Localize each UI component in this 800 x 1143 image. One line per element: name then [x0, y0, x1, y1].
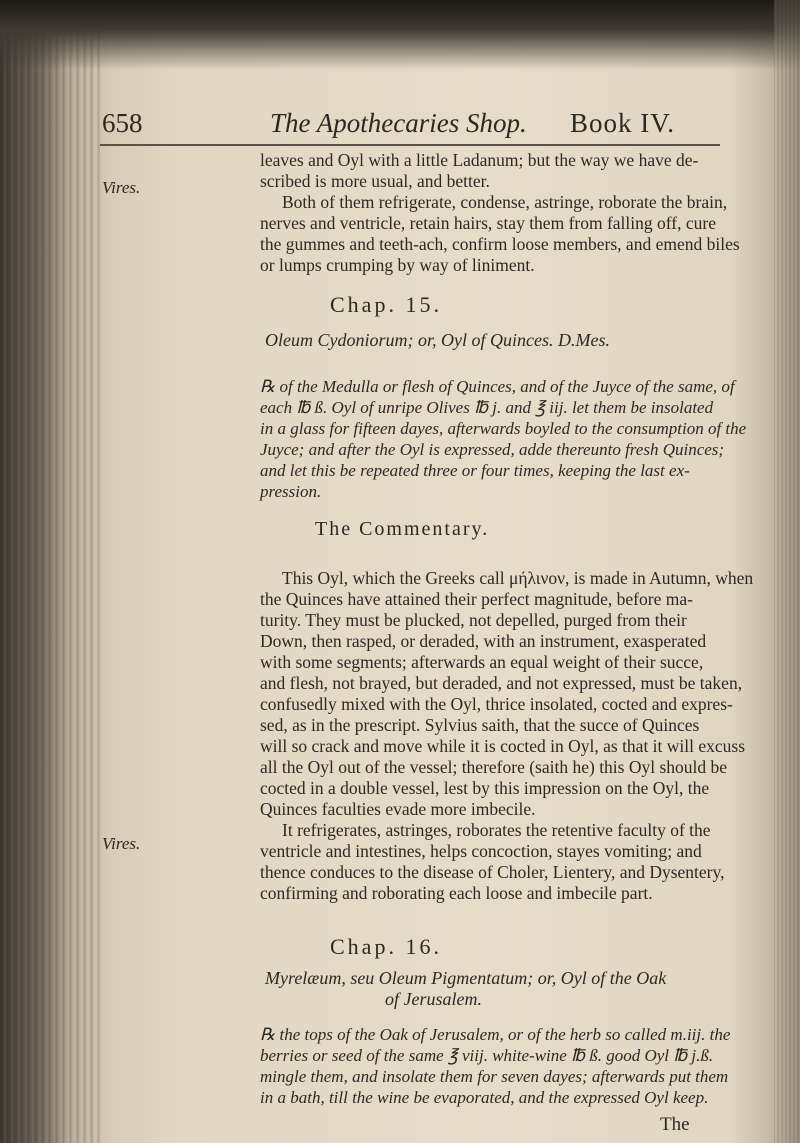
text-line: the gummes and teeth-ach, confirm loose members, and emend biles — [260, 234, 740, 254]
recipe-line: in a glass for fifteen dayes, afterwards boyled to the consumption of the — [260, 419, 747, 438]
subheading-line: of Jerusalem. — [385, 989, 482, 1009]
recipe-line: in a bath, till the wine be evaporated, and the expressed Oyl keep. — [260, 1088, 709, 1107]
text-line: or lumps crumping by way of liniment. — [260, 255, 535, 275]
recipe-line: ℞ the tops of the Oak of Jerusalem, or of the herb so called m.iij. the — [260, 1025, 731, 1044]
text-line: It refrigerates, astringes, roborates the retentive faculty of the — [282, 820, 711, 840]
margin-note-vires: Vires. — [102, 834, 141, 853]
book-number: Book IV. — [570, 108, 676, 138]
page-header — [100, 108, 780, 144]
chapter-16-heading: Chap. 16. — [330, 934, 442, 959]
header-rule — [100, 144, 720, 146]
recipe-line: pression. — [260, 482, 322, 501]
text-line: Down, then rasped, or deraded, with an instrument, exasperated — [260, 631, 707, 651]
text-line: and flesh, not brayed, but deraded, and not expressed, must be taken, — [260, 673, 743, 693]
text-line: nerves and ventricle, retain hairs, stay them from falling off, cure — [260, 213, 716, 233]
text-line: scribed is more usual, and better. — [260, 171, 490, 191]
book-binding-shadow — [0, 0, 100, 1143]
recipe-line: mingle them, and insolate them for seven dayes; afterwards put them — [260, 1067, 729, 1086]
text-line: Both of them refrigerate, condense, astringe, roborate the brain, — [282, 192, 728, 212]
text-line: turity. They must be plucked, not depelled, purged from their — [260, 610, 687, 630]
intro-text — [260, 150, 700, 192]
text-line: confirming and roborating each loose and imbecile part. — [260, 883, 653, 903]
text-line: leaves and Oyl with a little Ladanum; but the way we have de- — [260, 150, 699, 170]
commentary-heading: The Commentary. — [315, 518, 490, 540]
page-number: 658 — [102, 108, 143, 138]
recipe-line: berries or seed of the same ℥ viij. white-wine ℔ ß. good Oyl ℔ j.ß. — [260, 1046, 714, 1065]
text-line: This Oyl, which the Greeks call μήλινον, is made in Autumn, when — [282, 568, 754, 588]
text-line: sed, as in the prescript. Sylvius saith, that the succe of Quinces — [260, 715, 700, 735]
text-line: cocted in a double vessel, lest by this impression on the Oyl, the — [260, 778, 710, 798]
text-line: Quinces faculties evade more imbecile. — [260, 799, 536, 819]
text-line: will so crack and move while it is cocted in Oyl, as that it will excuss — [260, 736, 746, 756]
text-line: thence conduces to the disease of Choler, Lientery, and Dysentery, — [260, 862, 725, 882]
running-title: The Apothecaries Shop. — [270, 108, 527, 138]
vires-paragraph — [260, 192, 740, 276]
chapter-15-recipe — [260, 376, 747, 502]
commentary-paragraph-1 — [260, 568, 754, 820]
subheading-line: Myrelæum, seu Oleum Pigmentatum; or, Oyl of the Oak — [265, 968, 667, 988]
recipe-line: ℞ of the Medulla or flesh of Quinces, and of the Juyce of the same, of — [260, 377, 735, 396]
chapter-16-recipe — [260, 1024, 731, 1108]
recipe-line: Juyce; and after the Oyl is expressed, adde thereunto fresh Quinces; — [260, 440, 725, 459]
recipe-line: each ℔ ß. Oyl of unripe Olives ℔ j. and ℥ iij. let them be insolated — [260, 398, 714, 417]
text-line: confusedly mixed with the Oyl, thrice insolated, cocted and expres- — [260, 694, 733, 714]
catchword: The — [660, 1114, 690, 1135]
chapter-15-subheading: Oleum Cydoniorum; or, Oyl of Quinces. D.Mes. — [265, 330, 610, 350]
text-line: the Quinces have attained their perfect magnitude, before ma- — [260, 589, 693, 609]
text-line: all the Oyl out of the vessel; therefore (saith he) this Oyl should be — [260, 757, 728, 777]
chapter-15-heading: Chap. 15. — [330, 292, 442, 317]
page — [100, 78, 780, 1135]
top-edge-shadow — [0, 0, 800, 70]
recipe-line: and let this be repeated three or four times, keeping the last ex- — [260, 461, 690, 480]
text-line: ventricle and intestines, helps concoction, stayes vomiting; and — [260, 841, 702, 861]
text-line: with some segments; afterwards an equal weight of their succe, — [260, 652, 704, 672]
margin-note-vires: Vires. — [102, 178, 141, 197]
chapter-16-subheading — [265, 968, 705, 1010]
commentary-paragraph-2 — [260, 820, 725, 904]
